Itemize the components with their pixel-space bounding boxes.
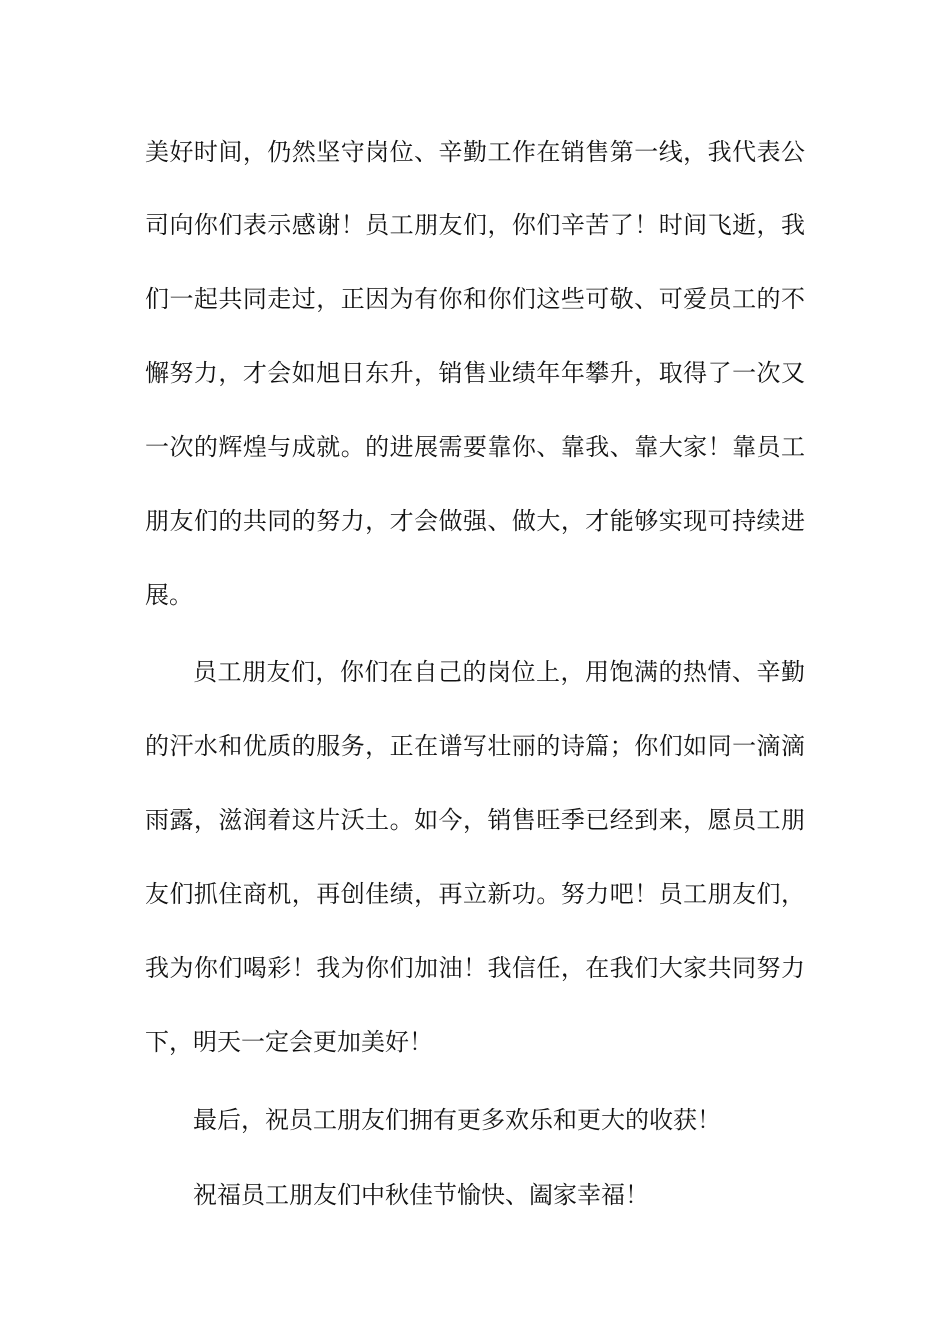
paragraph-1-line-2: 司向你们表示感谢！员工朋友们，你们辛苦了！时间飞逝，我 — [145, 211, 805, 239]
paragraph-1-line-6: 朋友们的共同的努力，才会做强、做大，才能够实现可持续进 — [145, 507, 805, 535]
paragraph-1-line-3: 们一起共同走过，正因为有你和你们这些可敬、可爱员工的不 — [145, 285, 805, 313]
paragraph-4-line-1: 祝福员工朋友们中秋佳节愉快、阖家幸福！ — [193, 1181, 649, 1209]
paragraph-3-line-1: 最后，祝员工朋友们拥有更多欢乐和更大的收获！ — [193, 1106, 721, 1134]
paragraph-1-line-5: 一次的辉煌与成就。的进展需要靠你、靠我、靠大家！靠员工 — [145, 433, 805, 461]
paragraph-2-line-4: 友们抓住商机，再创佳绩，再立新功。努力吧！员工朋友们， — [145, 880, 805, 908]
paragraph-1-line-7: 展。 — [145, 581, 193, 609]
paragraph-1-line-1: 美好时间，仍然坚守岗位、辛勤工作在销售第一线，我代表公 — [145, 138, 805, 166]
paragraph-2-line-5: 我为你们喝彩！我为你们加油！我信任，在我们大家共同努力 — [145, 954, 805, 982]
paragraph-2-line-1: 员工朋友们，你们在自己的岗位上，用饱满的热情、辛勤 — [193, 658, 805, 686]
paragraph-2-line-3: 雨露，滋润着这片沃土。如今，销售旺季已经到来，愿员工朋 — [145, 806, 805, 834]
paragraph-2-line-2: 的汗水和优质的服务，正在谱写壮丽的诗篇；你们如同一滴滴 — [145, 732, 805, 760]
paragraph-2-line-6: 下，明天一定会更加美好！ — [145, 1028, 433, 1056]
paragraph-1-line-4: 懈努力，才会如旭日东升，销售业绩年年攀升，取得了一次又 — [145, 359, 805, 387]
